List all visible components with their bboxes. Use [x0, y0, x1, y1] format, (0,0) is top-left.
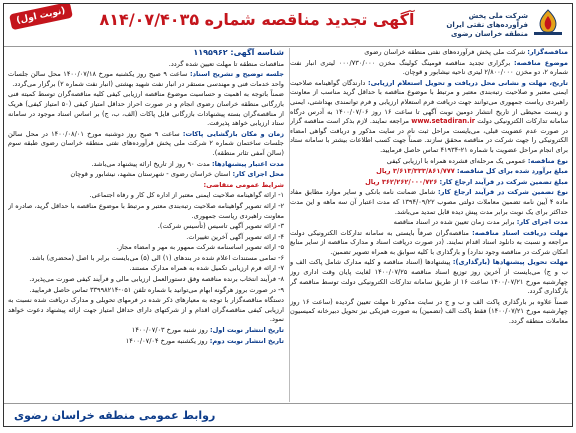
requirement-item: ۴- ارائه تصویر آگهی آخرین تغییرات. — [186, 232, 284, 241]
org-name: شرکت ملی پخش فرآورده‌های نفتی ایران منطقه خراسان رضوی — [446, 12, 528, 38]
estimate-amount: ۳/۶۱۳/۳۳۳/۸۶۱/۷۷۷ ریال — [376, 167, 455, 176]
estimate-label: مبلغ برآورد شده برای کل مناقصه: — [456, 167, 568, 176]
tender-party-text: شرکت ملی پخش فرآورده‌های نفتی منطقه خراسان رضوی — [364, 48, 526, 56]
requirement-item: ۱- ارائه گواهینامه صلاحیت ایمنی معتبر از اداره کل کار و رفاه اجتماعی. — [89, 191, 284, 200]
tender-notice — [3, 3, 573, 427]
first-round-badge: (نوبت اول) — [9, 3, 73, 30]
opening-text: ساعت ۹ صبح روز دوشنبه مورخ ۱۴۰۰/۰۸/۰۱ در محل سالن جلسات ساختمان شماره ۲ شرکت ملی پخش فرآورده‌های نفتی منطقه خراسان رضوی طبقه سوم (سالن آمفی تئاتر منطقه). — [8, 129, 284, 157]
submission-deadline-text: پیشنهادها (اسناد مناقصه و کلیه مدارک شامل پاکت الف و ب و ج) می‌بایست از آخرین روز توزیع اسناد مناقصه ۱۴۰۰/۰۷/۲۵ لغایت پایان وقت اداری روز چهارشنبه مورخ ۱۴۰۰/۰۷/۲۱ ساعت ۱۶ از طریق سامانه تدارکات الکترونیکی دولت توسط مناقصه گر بارگذاری گردد. — [290, 258, 568, 296]
company-logo-icon — [530, 8, 566, 36]
deadline-text-2: مراجعه نمایند. لازم بذکر است مناقصه گزار در صورت عدم عضویت قبلی، می‌بایست مراحل ثبت نام در سایت مذکور و دریافت گواهی امضاء الکترونیکی را جهت شرکت در مناقصه محقق سازند. ضمناً جهت کسب اطلاعات بیشتر با سامانه ستاد برای انجام مراحل عضویت با شماره ۲۱-۴۱۹۳۴ تماس حاصل فرمایید. — [290, 117, 568, 154]
documents-deadline-text: مناقصه‌گران صرفاً بایستی به سامانه تدارکات الکترونیکی دولت مراجعه و نسبت به دانلود اسناد اقدام نمایند. (در صورت دریافت اسناد و مدارک مناقصه از سایر منابع امکان شرکت در مناقصه وجود ندارد) و بارگذاری با کلیه سوابق به همراه تصویر تضمین. — [290, 228, 568, 256]
left-column — [8, 48, 284, 402]
guarantee-type-label: نوع تضمین شرکت در فرآیند ارجاع کار: — [438, 188, 568, 197]
briefing-text: ساعت ۹ صبح روز یکشنبه مورخ ۱۴۰۰/۰۷/۱۸ محل سالن جلسات واحد خدمات فنی و مهندسی مستقر در انبار نفت شهید بهشتی (انبار نفت شماره ۲) برگزار می‌گردد. — [8, 70, 284, 88]
duration-text: برابر مدت زمان تعیین شده در اسناد مناقصه — [393, 218, 515, 227]
notice-footer — [4, 403, 572, 426]
tender-party-label: مناقصه‌گزار: — [527, 48, 568, 56]
subject-label: موضوع مناقصه: — [514, 58, 568, 67]
tender-type-text: عمومی یک مرحله‌ای فشرده همراه با ارزیابی کیفی — [386, 156, 526, 165]
guarantee-amount: ۳۶۲/۲۶۲/۰۰۰/۷۲۶ ریال — [365, 177, 438, 186]
physical-delivery-text: ضمناً علاوه بر بارگذاری پاکت الف و ب و ج در سایت مذکور تا مهلت تعیین گردیده (ساعت ۱۶ روز چهارشنبه مورخ ۱۴۰۰/۰۷/۲۱) فقط پاکت الف (تضمین) به صورت فیزیکی نیز تحویل دبیرخانه کمیسیون معاملات منطقه گردد. — [290, 297, 568, 326]
notice-body — [8, 48, 568, 402]
first-publication-label: تاریخ انتشار نوبت اول: — [209, 326, 284, 335]
second-publication-date: روز یکشنبه مورخ ۱۴۰۰/۰۷/۰۴ — [125, 336, 208, 345]
requirement-item: ۵- ارائه تصویر اساسنامه شرکت ممهور به مهر و امضاء مجاز. — [116, 243, 284, 252]
continued-text: مناقصات منطقه تا مهلت تعیین شده گردد. — [168, 59, 284, 68]
requirement-item: ۹- در صورت بروز هرگونه ابهام می‌توانید با شماره تلفن ۰۵۱-۳۳۹۹۸۲۱۴ تماس حاصل فرمایید. — [29, 285, 284, 294]
requirement-item: ۷- ارائه فرم ارزیابی تکمیل شده به همراه مدارک مستند. — [129, 264, 284, 273]
public-relations-signature: روابط عمومی منطقه خراسان رضوی — [14, 408, 216, 422]
requirement-item: ۶- تمامی مستندات اعلام شده در بندهای (۱) الی (۵) می‌بایست برابر با اصل (محضری) باشد. — [29, 253, 284, 262]
quality-evaluation-text: ضمناً باتوجه به اهمیت و حساسیت موضوع مناقصه ارزیابی کیفی کلیه مناقصه‌گران توسط کمیته فنی بازرگانی منطقه خراسان رضوی انجام و در صورت احراز حداقل امتیاز کیفی (۵۰ امتیاز کیفی) هریک از مناقصه‌گران بسته پیشنهادات بازرگانی فایل پاکات (الف، ب، ج) بر اساس اسناد موجود در سامانه ستاد ارزیابی خواهد پذیرفت. — [8, 90, 284, 128]
validity-label: مدت اعتبار پیشنهادها: — [212, 159, 284, 168]
briefing-label: جلسه توضیح و تشریح اسناد: — [189, 70, 284, 79]
subject-text: برگزاری تجدید مناقصه فومینگ کولینگ مخزن ۰۰۰/۷۳۰/۰۰۰ لیتری انبار نفت شماره ۲، دو مخزن ۲/۸۰۰/۰۰۰ لیتری ناحیه نیشابور و قوچان. — [290, 58, 568, 77]
notice-id: شناسه آگهی: ۱۱۹۵۹۶۲ — [193, 48, 284, 57]
requirement-item: ۳- ارائه تصویر آگهی تاسیس (تأسیس شرکت). — [157, 222, 284, 231]
guarantee-type-text: شامل ضمانت نامه بانکی و سایر موارد مطابق مفاد ماده ۴ آیین نامه تضمین معاملات دولتی مصوب ۱۳۹۴/۰۹/۲۲ که مدت اعتبار آن سه ماهه و این مدت حداکثر برای یک نوبت برابر مدت پیش دیده قابل تمدید می‌باشد. — [290, 188, 568, 216]
duration-label: مدت اجرای کار: — [516, 218, 568, 227]
right-column — [290, 48, 568, 402]
requirement-item: ۲- ارائه تصویر گواهینامه صلاحیت رتبه‌بندی معتبر و مرتبط با موضوع مناقصه با حداقل گرید، صادره از معاونت راهبردی ریاست جمهوری. — [8, 201, 284, 220]
tender-type-label: نوع مناقصه: — [527, 156, 568, 165]
location-text: استان خراسان رضوی - شهرستان مشهد، نیشابور و قوچان — [70, 170, 231, 179]
notice-header — [4, 4, 572, 47]
location-label: محل اجرای کار: — [232, 170, 284, 179]
column-divider — [289, 48, 290, 402]
first-publication-date: روز شنبه مورخ ۱۴۰۰/۰۷/۰۳ — [131, 326, 208, 335]
validity-text: مدت ۹۰ روز از تاریخ ارائه پیشنهاد می‌باشد. — [91, 159, 210, 168]
second-publication-label: تاریخ انتشار نوبت دوم: — [209, 336, 284, 345]
guarantee-amount-label: مبلغ تضمین شرکت در فرآیند ارجاع کار: — [439, 177, 568, 186]
submission-deadline-label: مهلت تحویل پیشنهادها (بارگذاری): — [452, 258, 568, 267]
opening-label: زمان و مکان بازگشایی پاکات: — [182, 129, 284, 138]
evaluation-note: دستگاه مناقصه‌گزار با توجه به معیارهای ذکر شده در فرمهای تحویلی و مدارک دریافت شده نسبت به ارزیابی کیفی مناقصه‌گران اقدام و از شرکتهای دارای حداقل امتیاز جهت ارائه پیشنهاد دعوت خواهد نمود. — [8, 296, 284, 324]
documents-deadline-label: مهلت دریافت اسناد مناقصه: — [472, 228, 568, 237]
deadline-label: تاریخ، مهلت و نشانی محل دریافت و تحویل استعلام ارزیابی: — [367, 78, 568, 87]
requirement-item: ۸- فرآیند انتخاب برنده مناقصه وفق دستورالعمل ارزیابی مالی و فرآیند کیفی صورت می‌پذیرد. — [29, 275, 284, 284]
requirements-label: شرایط عمومی متقاضی: — [203, 180, 284, 189]
setad-website-link[interactable]: www.setadiran.ir — [411, 117, 475, 126]
notice-title: آگهی تجدید مناقصه شماره ۸۱۴/۰۷/۴۰۳۵ — [99, 10, 415, 29]
deadline-text: دارندگان گواهینامه صلاحیت ایمنی معتبر و صلاحیت رتبه‌بندی معتبر و مرتبط با موضوع مناقصه با حداقل گرید مناسب از معاونت راهبردی ریاست جمهوری می‌توانند جهت دریافت فرم استعلام ارزیابی و فرم توانمندی بهداشتی، ایمنی و زیست محیطی از تاریخ انتشار دومین نوبت آگهی تا ساعت ۱۶ روز ۱۴۰۰/۰۷/۰۶ به آدرس درگاه سامانه تدارکات الکترونیکی دولت — [290, 78, 568, 126]
